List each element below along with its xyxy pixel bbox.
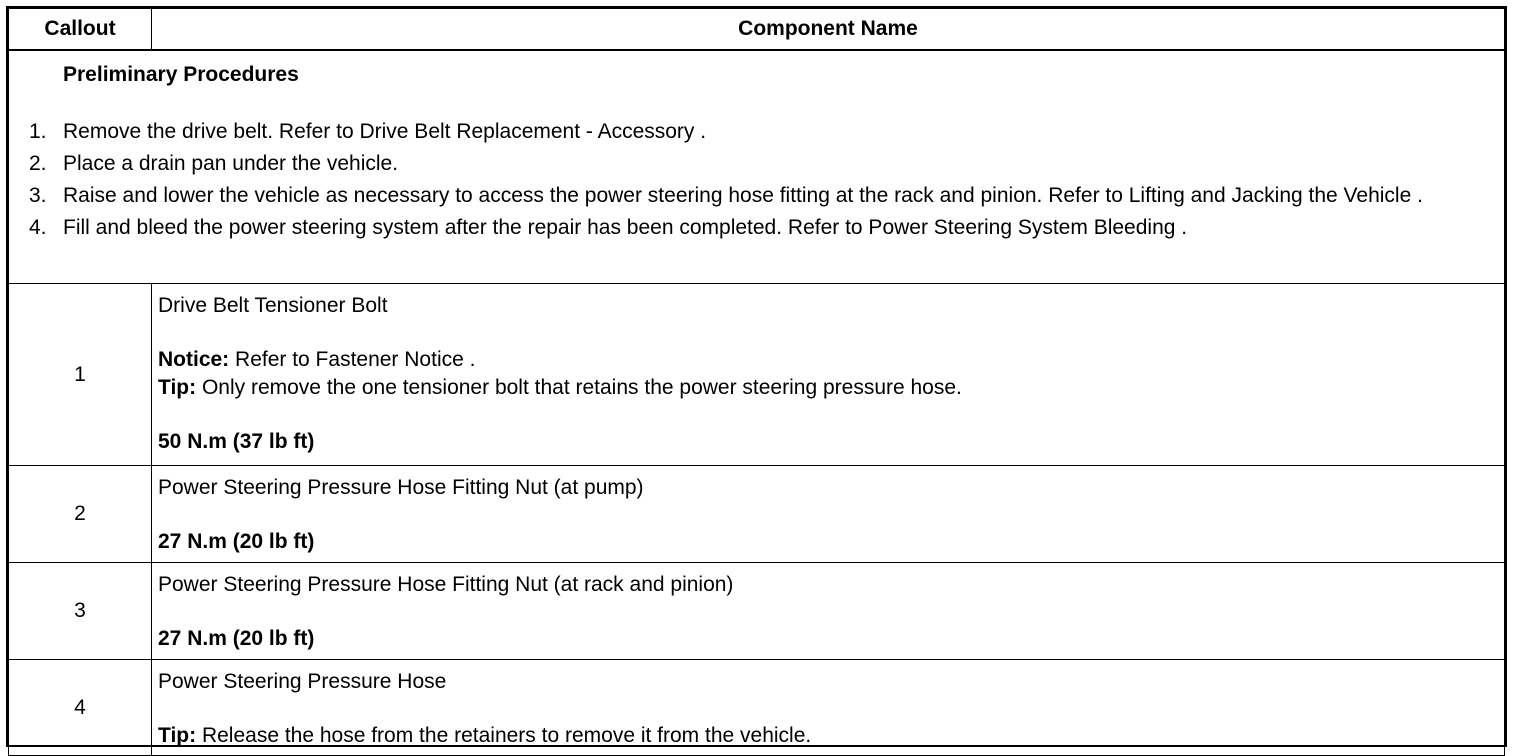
step-number: 4. xyxy=(29,216,47,239)
callout-cell: 3 xyxy=(9,563,152,660)
tip-line xyxy=(158,722,1496,750)
step-number: 3. xyxy=(29,184,47,207)
component-cell xyxy=(152,660,1505,756)
table-row xyxy=(9,660,1505,756)
tip-line xyxy=(158,374,1496,402)
torque-spec: 27 N.m (20 lb ft) xyxy=(158,530,315,553)
preliminary-heading: Preliminary Procedures xyxy=(63,63,299,86)
header-callout: Callout xyxy=(9,9,152,51)
torque-spec: 50 N.m (37 lb ft) xyxy=(158,430,315,453)
component-name: Power Steering Pressure Hose Fitting Nut (at pump) xyxy=(158,476,644,499)
notice-text: Refer to Fastener Notice . xyxy=(229,348,476,371)
step-item xyxy=(9,213,1504,243)
step-item xyxy=(9,149,1504,179)
step-text: Fill and bleed the power steering system after the repair has been completed. Refer to Power Steering System Bleeding . xyxy=(63,216,1188,239)
preliminary-steps-list xyxy=(9,117,1504,243)
callout-cell: 2 xyxy=(9,466,152,563)
step-item xyxy=(9,117,1504,147)
component-name: Power Steering Pressure Hose xyxy=(158,670,447,693)
notice-label: Notice: xyxy=(158,348,230,371)
tip-text: Release the hose from the retainers to remove it from the vehicle. xyxy=(196,724,812,747)
component-name: Power Steering Pressure Hose Fitting Nut (at rack and pinion) xyxy=(158,573,734,596)
preliminary-row xyxy=(9,50,1505,284)
callout-cell: 4 xyxy=(9,660,152,756)
notice-line xyxy=(158,346,1496,374)
tip-label: Tip: xyxy=(158,724,197,747)
table-row xyxy=(9,466,1505,563)
tip-text: Only remove the one tensioner bolt that retains the power steering pressure hose. xyxy=(196,376,962,399)
step-text: Place a drain pan under the vehicle. xyxy=(63,152,399,175)
callout-cell: 1 xyxy=(9,284,152,466)
step-text: Raise and lower the vehicle as necessary to access the power steering hose fitting at the rack and pinion. Refer to Lifting and Jacking the Vehicle . xyxy=(63,184,1423,207)
tip-label: Tip: xyxy=(158,376,197,399)
torque-spec: 27 N.m (20 lb ft) xyxy=(158,627,315,650)
preliminary-cell xyxy=(9,50,1505,284)
step-text: Remove the drive belt. Refer to Drive Belt Replacement - Accessory . xyxy=(63,120,707,143)
step-number: 2. xyxy=(29,152,47,175)
procedure-table xyxy=(8,8,1505,756)
component-name: Drive Belt Tensioner Bolt xyxy=(158,294,388,317)
table-row xyxy=(9,563,1505,660)
table-row xyxy=(9,284,1505,466)
header-component-name: Component Name xyxy=(152,9,1505,51)
step-number: 1. xyxy=(29,120,47,143)
component-cell xyxy=(152,466,1505,563)
procedure-table-container xyxy=(6,6,1507,747)
table-header-row xyxy=(9,9,1505,51)
step-item xyxy=(9,181,1504,211)
component-cell xyxy=(152,284,1505,466)
component-cell xyxy=(152,563,1505,660)
